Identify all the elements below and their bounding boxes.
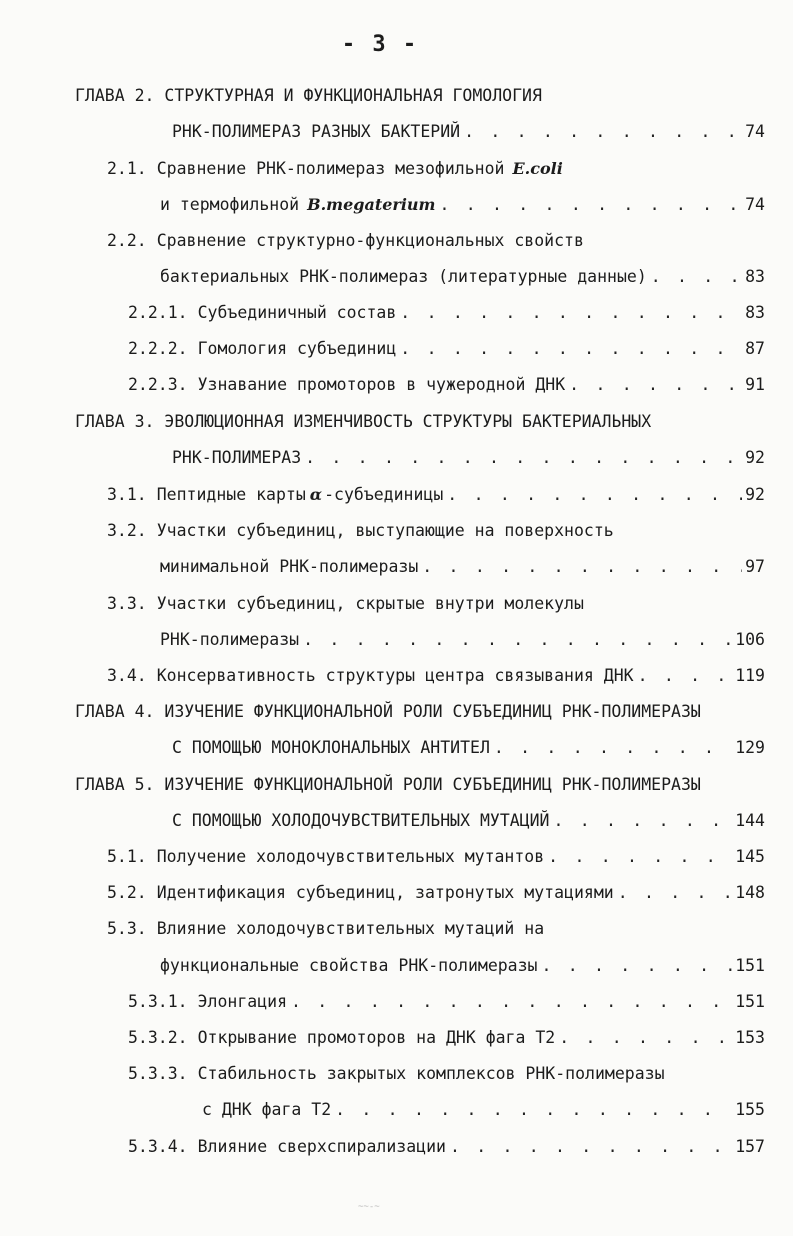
toc-section-2-2-entry bbox=[160, 263, 765, 291]
toc-title: Сравнение РНК-полимераз мезофильной bbox=[156, 159, 505, 178]
toc-chapter-3-entry bbox=[172, 444, 765, 472]
section-number: 2.1. bbox=[107, 159, 147, 178]
section-number: 2.2. bbox=[107, 231, 147, 250]
toc-title: ГЛАВА 3. ЭВОЛЮЦИОННАЯ ИЗМЕНЧИВОСТЬ СТРУКТУРЫ БАКТЕРИАЛЬНЫХ bbox=[75, 412, 652, 431]
toc-page-number: 83 bbox=[745, 267, 765, 286]
toc-section-5-1 bbox=[107, 843, 765, 871]
toc-page-number: 148 bbox=[735, 883, 765, 902]
toc-page-number: 145 bbox=[735, 847, 765, 866]
toc-section-5-3-entry bbox=[160, 952, 765, 980]
section-number: 2.2.3. bbox=[128, 375, 188, 394]
toc-chapter-4-entry bbox=[172, 734, 765, 762]
dot-leader bbox=[565, 371, 742, 399]
toc-page-number: 151 bbox=[735, 956, 765, 975]
dot-leader bbox=[614, 879, 732, 907]
toc-title: Участки субъединиц, выступающие на поверхность bbox=[156, 521, 614, 540]
toc-section-3-4 bbox=[107, 662, 765, 690]
toc-title: С ПОМОЩЬЮ МОНОКЛОНАЛЬНЫХ АНТИТЕЛ bbox=[172, 738, 490, 757]
toc-title: Сравнение структурно-функциональных свойств bbox=[156, 231, 584, 250]
toc-section-3-3-entry bbox=[160, 626, 765, 654]
handwritten-alpha-symbol: α bbox=[309, 485, 323, 504]
section-number: 5.2. bbox=[107, 883, 147, 902]
handwritten-species-name: B.megaterium bbox=[307, 195, 436, 214]
toc-chapter-2-entry bbox=[172, 118, 765, 146]
toc-page-number: 92 bbox=[745, 448, 765, 467]
dot-leader bbox=[299, 626, 732, 654]
toc-page-number: 144 bbox=[735, 811, 765, 830]
toc-title: Субъединичный состав bbox=[197, 303, 397, 322]
toc-title: Участки субъединиц, скрытые внутри молекулы bbox=[156, 594, 584, 613]
section-number: 2.2.2. bbox=[128, 339, 188, 358]
toc-page-number: 87 bbox=[745, 339, 765, 358]
section-number: 3.4. bbox=[107, 666, 147, 685]
section-number: 5.1. bbox=[107, 847, 147, 866]
toc-title: Гомология субъединиц bbox=[197, 339, 397, 358]
toc-page-number: 119 bbox=[735, 666, 765, 685]
dot-leader bbox=[490, 734, 732, 762]
section-number: 5.3.3. bbox=[128, 1064, 188, 1083]
section-number: 5.3. bbox=[107, 919, 147, 938]
handwritten-species-name: E.coli bbox=[512, 159, 563, 178]
toc-title: Идентификация субъединиц, затронутых мутациями bbox=[156, 883, 614, 902]
toc-page-number: 92 bbox=[745, 485, 765, 504]
dot-leader bbox=[544, 843, 732, 871]
toc-title: -субъединицы bbox=[324, 485, 444, 504]
toc-section-5-3-heading bbox=[107, 915, 765, 943]
toc-title: Узнавание промоторов в чужеродной ДНК bbox=[197, 375, 566, 394]
toc-section-5-3-1 bbox=[128, 988, 765, 1016]
section-number: 5.3.4. bbox=[128, 1137, 188, 1156]
toc-title: Влияние сверхспирализации bbox=[197, 1137, 446, 1156]
toc-section-2-2-3 bbox=[128, 371, 765, 399]
section-number: 5.3.2. bbox=[128, 1028, 188, 1047]
toc-chapter-4-heading bbox=[75, 698, 765, 726]
toc-page-number: 157 bbox=[735, 1137, 765, 1156]
dot-leader bbox=[634, 662, 733, 690]
dot-leader bbox=[396, 299, 742, 327]
dot-leader bbox=[435, 191, 742, 219]
toc-section-5-3-3-heading bbox=[128, 1060, 765, 1088]
toc-title: бактериальных РНК-полимераз (литературные данные) bbox=[160, 267, 647, 286]
toc-page-number: 106 bbox=[735, 630, 765, 649]
toc-title: с ДНК фага Т2 bbox=[202, 1100, 332, 1119]
dot-leader bbox=[538, 952, 733, 980]
toc-title: ГЛАВА 5. ИЗУЧЕНИЕ ФУНКЦИОНАЛЬНОЙ РОЛИ СУБЪЕДИНИЦ РНК-ПОЛИМЕРАЗЫ bbox=[75, 775, 701, 794]
toc-page-number: 129 bbox=[735, 738, 765, 757]
dot-leader bbox=[418, 553, 742, 581]
dot-leader bbox=[301, 444, 742, 472]
toc-title: РНК-ПОЛИМЕРАЗ bbox=[172, 448, 302, 467]
dot-leader bbox=[443, 481, 742, 509]
toc-section-5-2 bbox=[107, 879, 765, 907]
dot-leader bbox=[287, 988, 732, 1016]
toc-chapter-5-heading bbox=[75, 771, 765, 799]
dot-leader bbox=[550, 807, 733, 835]
scan-speck: ~~-~ bbox=[358, 1202, 380, 1212]
toc-title: ГЛАВА 2. СТРУКТУРНАЯ И ФУНКЦИОНАЛЬНАЯ ГОМОЛОГИЯ bbox=[75, 86, 542, 105]
page-number: - 3 - bbox=[341, 32, 419, 57]
toc-section-2-2-1 bbox=[128, 299, 765, 327]
toc-section-3-2-heading bbox=[107, 517, 765, 545]
section-number: 2.2.1. bbox=[128, 303, 188, 322]
toc-page-number: 153 bbox=[735, 1028, 765, 1047]
dot-leader bbox=[460, 118, 742, 146]
dot-leader bbox=[396, 335, 742, 363]
toc-title: функциональные свойства РНК-полимеразы bbox=[160, 956, 538, 975]
toc-page-number: 151 bbox=[735, 992, 765, 1011]
toc-page-number: 74 bbox=[745, 122, 765, 141]
toc-section-2-1-heading bbox=[107, 155, 765, 183]
toc-section-5-3-2 bbox=[128, 1024, 765, 1052]
toc-page-number: 155 bbox=[735, 1100, 765, 1119]
toc-title: и термофильной bbox=[160, 195, 300, 214]
toc-section-3-3-heading bbox=[107, 590, 765, 618]
toc-title: Получение холодочувствительных мутантов bbox=[156, 847, 545, 866]
toc-section-2-2-heading bbox=[107, 227, 765, 255]
dot-leader bbox=[555, 1024, 732, 1052]
toc-section-3-2-entry bbox=[160, 553, 765, 581]
toc-section-5-3-3-entry bbox=[202, 1096, 765, 1124]
toc-title: ГЛАВА 4. ИЗУЧЕНИЕ ФУНКЦИОНАЛЬНОЙ РОЛИ СУБЪЕДИНИЦ РНК-ПОЛИМЕРАЗЫ bbox=[75, 702, 701, 721]
toc-page-number: 74 bbox=[745, 195, 765, 214]
toc-title: Консервативность структуры центра связывания ДНК bbox=[156, 666, 634, 685]
toc-title: Пептидные карты bbox=[156, 485, 306, 504]
section-number: 5.3.1. bbox=[128, 992, 188, 1011]
toc-title: РНК-ПОЛИМЕРАЗ РАЗНЫХ БАКТЕРИЙ bbox=[172, 122, 461, 141]
toc-chapter-2-heading bbox=[75, 82, 765, 110]
toc-title: Влияние холодочувствительных мутаций на bbox=[156, 919, 545, 938]
toc-chapter-3-heading bbox=[75, 408, 765, 436]
dot-leader bbox=[446, 1133, 732, 1161]
toc-section-3-1 bbox=[107, 481, 765, 509]
toc-section-5-3-4 bbox=[128, 1133, 765, 1161]
section-number: 3.1. bbox=[107, 485, 147, 504]
toc-section-2-2-2 bbox=[128, 335, 765, 363]
toc-title: РНК-полимеразы bbox=[160, 630, 300, 649]
toc-title: Открывание промоторов на ДНК фага Т2 bbox=[197, 1028, 556, 1047]
dot-leader bbox=[331, 1096, 732, 1124]
section-number: 3.2. bbox=[107, 521, 147, 540]
toc-title: Стабильность закрытых комплексов РНК-полимеразы bbox=[197, 1064, 665, 1083]
dot-leader bbox=[647, 263, 742, 291]
toc-page-number: 91 bbox=[745, 375, 765, 394]
toc-title: С ПОМОЩЬЮ ХОЛОДОЧУВСТВИТЕЛЬНЫХ МУТАЦИЙ bbox=[172, 811, 550, 830]
section-number: 3.3. bbox=[107, 594, 147, 613]
toc-chapter-5-entry bbox=[172, 807, 765, 835]
toc-page-number: 83 bbox=[745, 303, 765, 322]
toc-page-number: 97 bbox=[745, 557, 765, 576]
toc-title: Элонгация bbox=[197, 992, 288, 1011]
toc-section-2-1-entry bbox=[160, 191, 765, 219]
toc-title: минимальной РНК-полимеразы bbox=[160, 557, 419, 576]
